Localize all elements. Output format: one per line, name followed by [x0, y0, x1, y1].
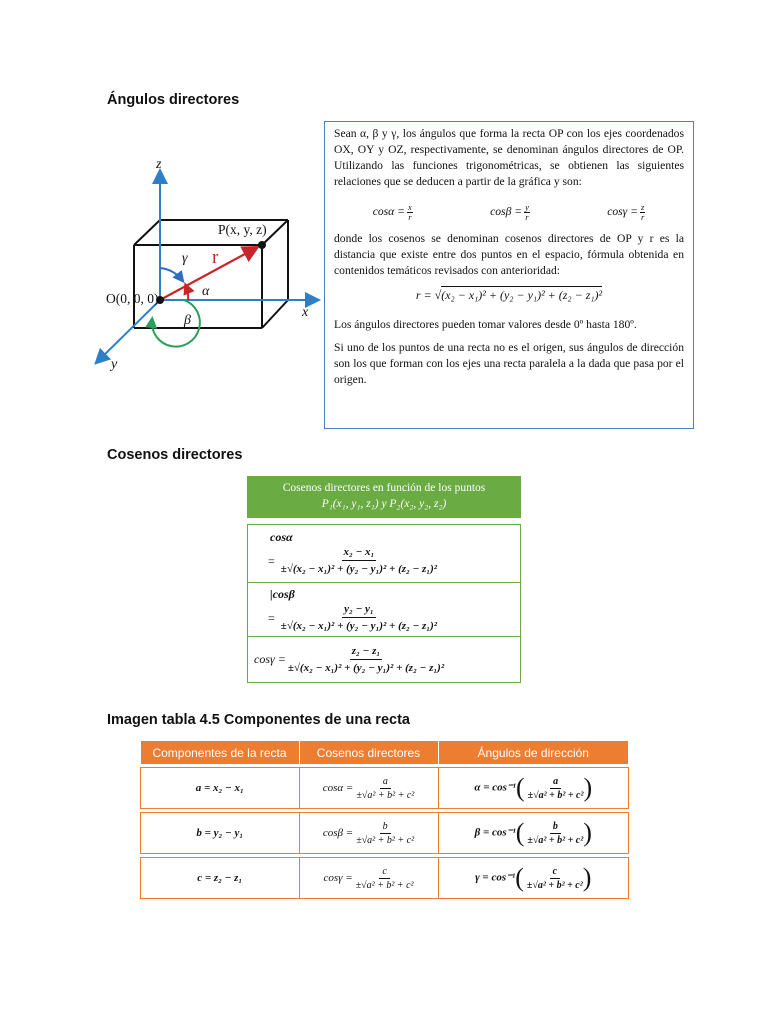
line-components-table [140, 741, 629, 899]
direction-cosine-equations [334, 197, 684, 227]
beta-arc [152, 300, 200, 347]
angle-cell: γ = cos⁻¹( $\frac{c}{\text{±√a² + b² + c²}}$ ) [438, 858, 629, 899]
section-title-table: Imagen tabla 4.5 Componentes de una recta [107, 712, 410, 728]
info-paragraph-4: Si uno de los puntos de una recta no es el origen, sus ángulos de dirección son los que forman con los ejes una recta paralela a la dada que pasa por el origen. [334, 341, 684, 386]
gamma-arc [160, 268, 182, 280]
section-title-angles: Ángulos directores [107, 92, 240, 108]
y-axis-label: y [111, 357, 118, 372]
orange-table-header-row [141, 741, 629, 764]
component-cell: a = x₂ − x₁ [141, 768, 300, 809]
direction-angles-diagram [92, 150, 322, 375]
col-header-angles: Ángulos de dirección [438, 741, 629, 764]
green-row-gamma: cosγ = $\frac{\text{z₂ − z₁}}{\text{±√(x₂ − x₁)² + (y₂ − y₁)² + (z₂ − z₁)²}}$ [247, 637, 521, 683]
green-table-header: Cosenos directores en función de los puntos P₁(x₁, y₁, z₁) y P₂(x₂, y₂, z₂) [247, 476, 521, 518]
component-cell: c = z₂ − z₁ [141, 858, 300, 899]
cosines-by-points-table [247, 476, 521, 683]
eq-cos-gamma: cosγ = $\frac{z}{r}$ [607, 201, 645, 222]
component-cell: b = y₂ − y₁ [141, 813, 300, 854]
cosine-cell: cosγ = $\frac{c}{\text{±√a² + b² + c²}}$ [299, 858, 438, 899]
z-axis-label: z [156, 157, 162, 172]
beta-label: β [184, 313, 191, 328]
angle-cell: β = cos⁻¹( $\frac{b}{\text{±√a² + b² + c²}}$ ) [438, 813, 629, 854]
point-p-label: P(x, y, z) [218, 222, 267, 237]
green-row-beta: |cosβ = $\frac{\text{y₂ − y₁}}{\text{±√(x₂ − x₁)² + (y₂ − y₁)² + (z₂ − z₁)²}}$ [247, 583, 521, 637]
info-paragraph-1: Sean α, β y γ, los ángulos que forma la recta OP con los ejes coordenados OX, OY y OZ, respectivamente, se denominan ángulos directores de OP. Utilizando las funciones trigonométricas, se obtienen las siguientes relaciones que se deducen a partir de la gráfica y son: [334, 127, 684, 188]
alpha-label: α [202, 284, 210, 299]
col-header-components: Componentes de la recta [141, 741, 300, 764]
info-paragraph-2: donde los cosenos se denominan cosenos directores de OP y r es la distancia que existe entre dos puntos en el espacio, fórmula obtenida en contenidos temáticos revisados con anterioridad: [334, 232, 684, 277]
col-header-cosines: Cosenos directores [299, 741, 438, 764]
table-row [141, 858, 629, 899]
table-row [141, 768, 629, 809]
eq-cos-alpha: cosα = $\frac{x}{r}$ [372, 201, 412, 222]
green-row-alpha: cosα = $\frac{\text{x₂ − x₁}}{\text{±√(x₂ − x₁)² + (y₂ − y₁)² + (z₂ − z₁)²}}$ [247, 524, 521, 583]
vector-r-label: r [212, 247, 219, 268]
info-box [324, 121, 694, 429]
section-title-cosines: Cosenos directores [107, 447, 243, 463]
table-row [141, 813, 629, 854]
alpha-arc [186, 286, 188, 300]
gamma-label: γ [182, 251, 188, 266]
info-paragraph-3: Los ángulos directores pueden tomar valores desde 0º hasta 180º. [334, 318, 637, 331]
y-axis [97, 300, 160, 362]
eq-cos-beta: cosβ = $\frac{y}{r}$ [490, 201, 529, 222]
angle-cell: α = cos⁻¹( $\frac{a}{\text{±√a² + b² + c²}}$ ) [438, 768, 629, 809]
cosine-cell: cosβ = $\frac{b}{\text{±√a² + b² + c²}}$ [299, 813, 438, 854]
cosine-cell: cosα = $\frac{a}{\text{±√a² + b² + c²}}$ [299, 768, 438, 809]
point-p [258, 241, 266, 249]
distance-formula: r = √(x₂ − x₁)² + (y₂ − y₁)² + (z₂ − z₁)² [415, 288, 603, 302]
origin-label: O(0, 0, 0) [106, 291, 159, 306]
x-axis-label: x [302, 305, 309, 320]
